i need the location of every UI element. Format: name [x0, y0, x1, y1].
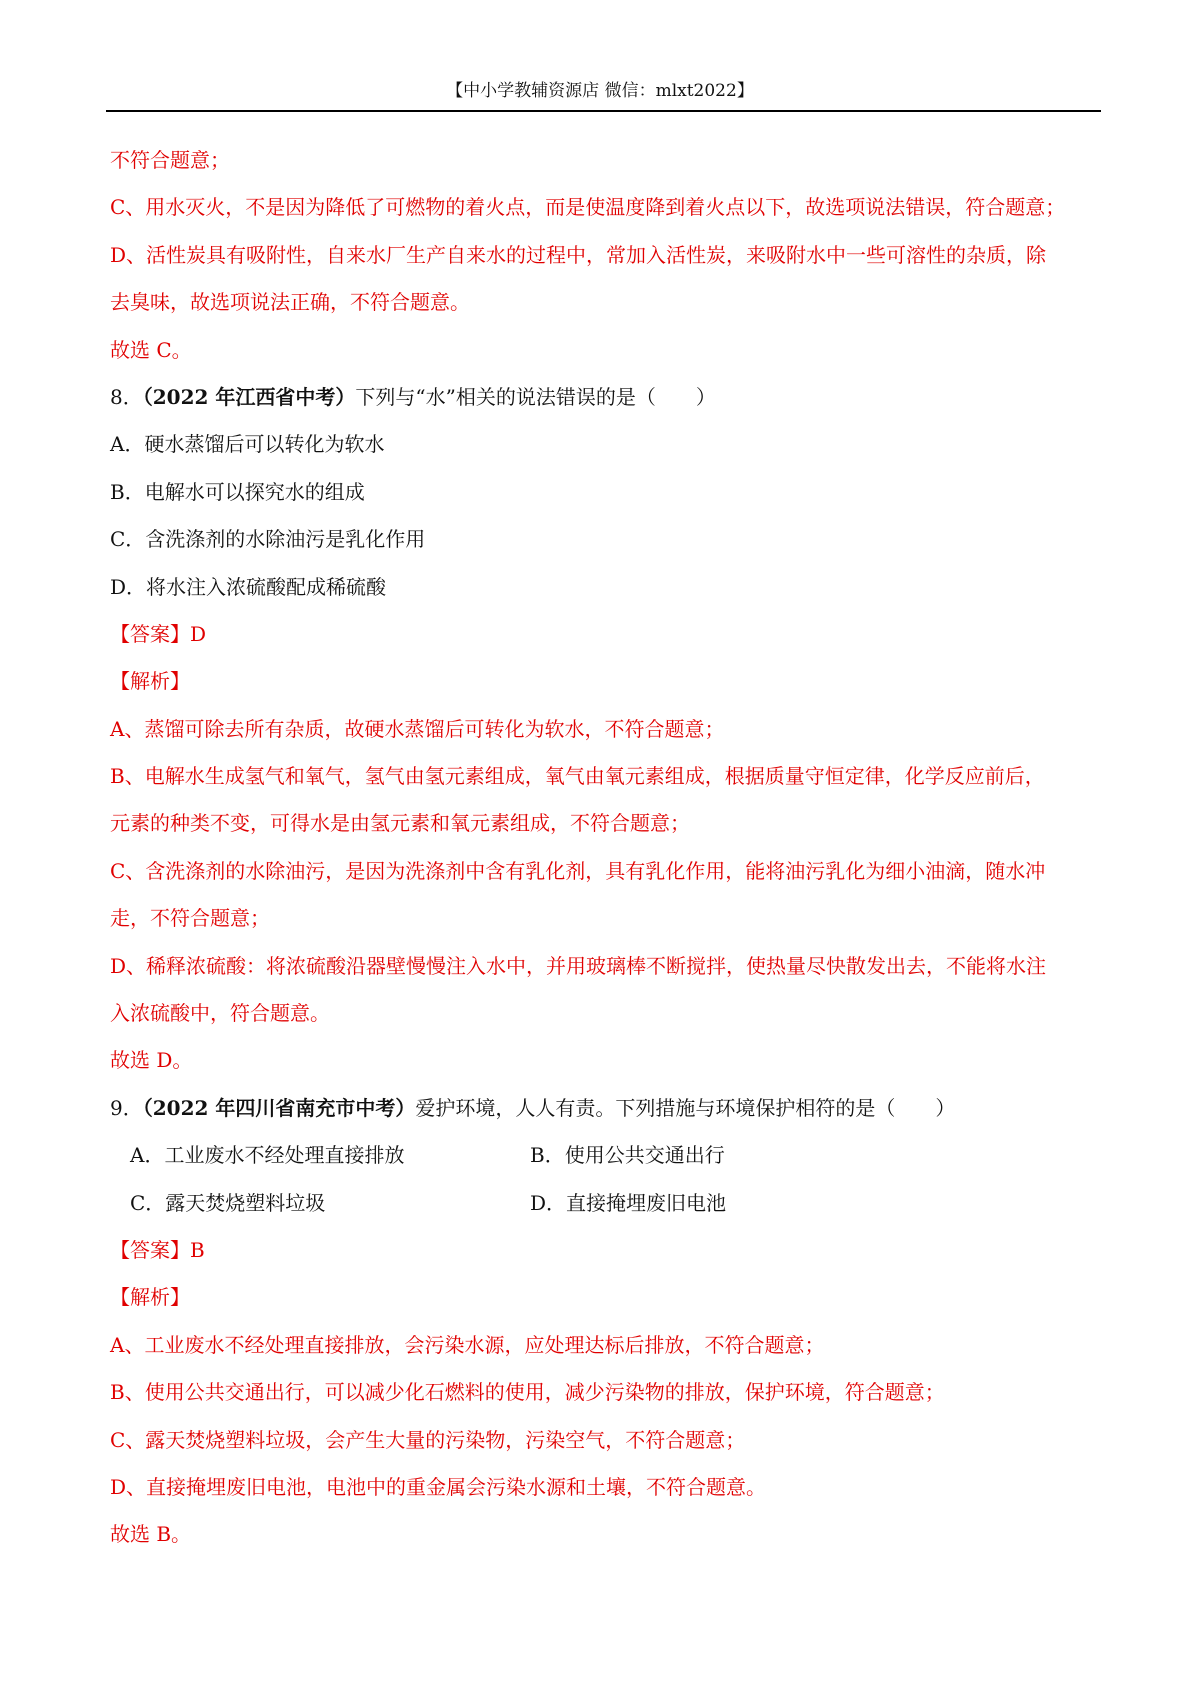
- option-b: B．使用公共交通出行: [530, 1143, 725, 1168]
- option-a: A．工业废水不经处理直接排放: [130, 1143, 405, 1168]
- analysis-line: C、含洗涤剂的水除油污，是因为洗涤剂中含有乳化剂，具有乳化作用，能将油污乳化为细小油滴，随水冲: [110, 858, 1046, 883]
- analysis-line: A、蒸馏可除去所有杂质，故硬水蒸馏后可转化为软水，不符合题意；: [110, 716, 725, 741]
- analysis-line: D、稀释浓硫酸：将浓硫酸沿器壁慢慢注入水中，并用玻璃棒不断搅拌，使热量尽快散发出去，不能将水注: [110, 953, 1047, 978]
- analysis-line: 走，不符合题意；: [110, 906, 270, 931]
- analysis-line: D、活性炭具有吸附性，自来水厂生产自来水的过程中，常加入活性炭，来吸附水中一些可溶性的杂质，除: [110, 242, 1047, 267]
- header-divider: [106, 110, 1101, 112]
- answer-value: B: [190, 1237, 205, 1262]
- analysis-line: 元素的种类不变，可得水是由氢元素和氧元素组成，不符合题意；: [110, 811, 690, 836]
- option-d: D．直接掩埋废旧电池: [530, 1190, 727, 1215]
- choice-line: 故选 C。: [110, 337, 192, 362]
- answer-line: [110, 621, 1100, 647]
- options-row: [110, 1190, 1100, 1216]
- analysis-line: 去臭味，故选项说法正确，不符合题意。: [110, 290, 470, 315]
- analysis-line: D、直接掩埋废旧电池，电池中的重金属会污染水源和土壤，不符合题意。: [110, 1474, 767, 1499]
- question-text: 下列与“水”相关的说法错误的是（ ）: [355, 384, 716, 409]
- analysis-label: 【解析】: [110, 1285, 190, 1310]
- question-8-stem: [110, 384, 1100, 410]
- analysis-line: B、电解水生成氢气和氧气，氢气由氢元素组成，氧气由氧元素组成，根据质量守恒定律，化学反应前后，: [110, 764, 1045, 789]
- question-number: 8．: [110, 384, 143, 409]
- choice-line: 故选 D。: [110, 1048, 193, 1073]
- analysis-line: C、用水灭火，不是因为降低了可燃物的着火点，而是使温度降到着火点以下，故选项说法错误，符合题意；: [110, 195, 1066, 220]
- question-number: 9．: [110, 1095, 143, 1120]
- options-row: [110, 1142, 1100, 1168]
- answer-label: 【答案】: [110, 621, 190, 646]
- question-source: （2022 年江西省中考）: [142, 384, 356, 409]
- page-header: 【中小学教辅资源店 微信：mlxt2022】: [446, 81, 754, 101]
- analysis-line: B、使用公共交通出行，可以减少化石燃料的使用，减少污染物的排放，保护环境，符合题意；: [110, 1380, 945, 1405]
- answer-line: [110, 1237, 1100, 1263]
- analysis-label: 【解析】: [110, 669, 190, 694]
- analysis-line: A、工业废水不经处理直接排放，会污染水源，应处理达标后排放，不符合题意；: [110, 1332, 825, 1357]
- document-body: [110, 147, 1100, 1569]
- analysis-line: 入浓硫酸中，符合题意。: [110, 1001, 330, 1026]
- question-text: 爱护环境，人人有责。下列措施与环境保护相符的是（ ）: [415, 1095, 956, 1120]
- option-c: C．露天焚烧塑料垃圾: [130, 1190, 326, 1215]
- answer-value: D: [190, 621, 207, 646]
- option-c: C．含洗涤剂的水除油污是乳化作用: [110, 527, 426, 552]
- question-9-stem: [110, 1095, 1100, 1121]
- choice-line: 故选 B。: [110, 1522, 192, 1547]
- analysis-line: 不符合题意；: [110, 148, 230, 172]
- analysis-line: C、露天焚烧塑料垃圾，会产生大量的污染物，污染空气，不符合题意；: [110, 1427, 746, 1452]
- option-b: B．电解水可以探究水的组成: [110, 479, 365, 504]
- answer-label: 【答案】: [110, 1237, 190, 1262]
- option-d: D．将水注入浓硫酸配成稀硫酸: [110, 574, 387, 599]
- option-a: A．硬水蒸馏后可以转化为软水: [110, 432, 385, 457]
- question-source: （2022 年四川省南充市中考）: [142, 1095, 416, 1120]
